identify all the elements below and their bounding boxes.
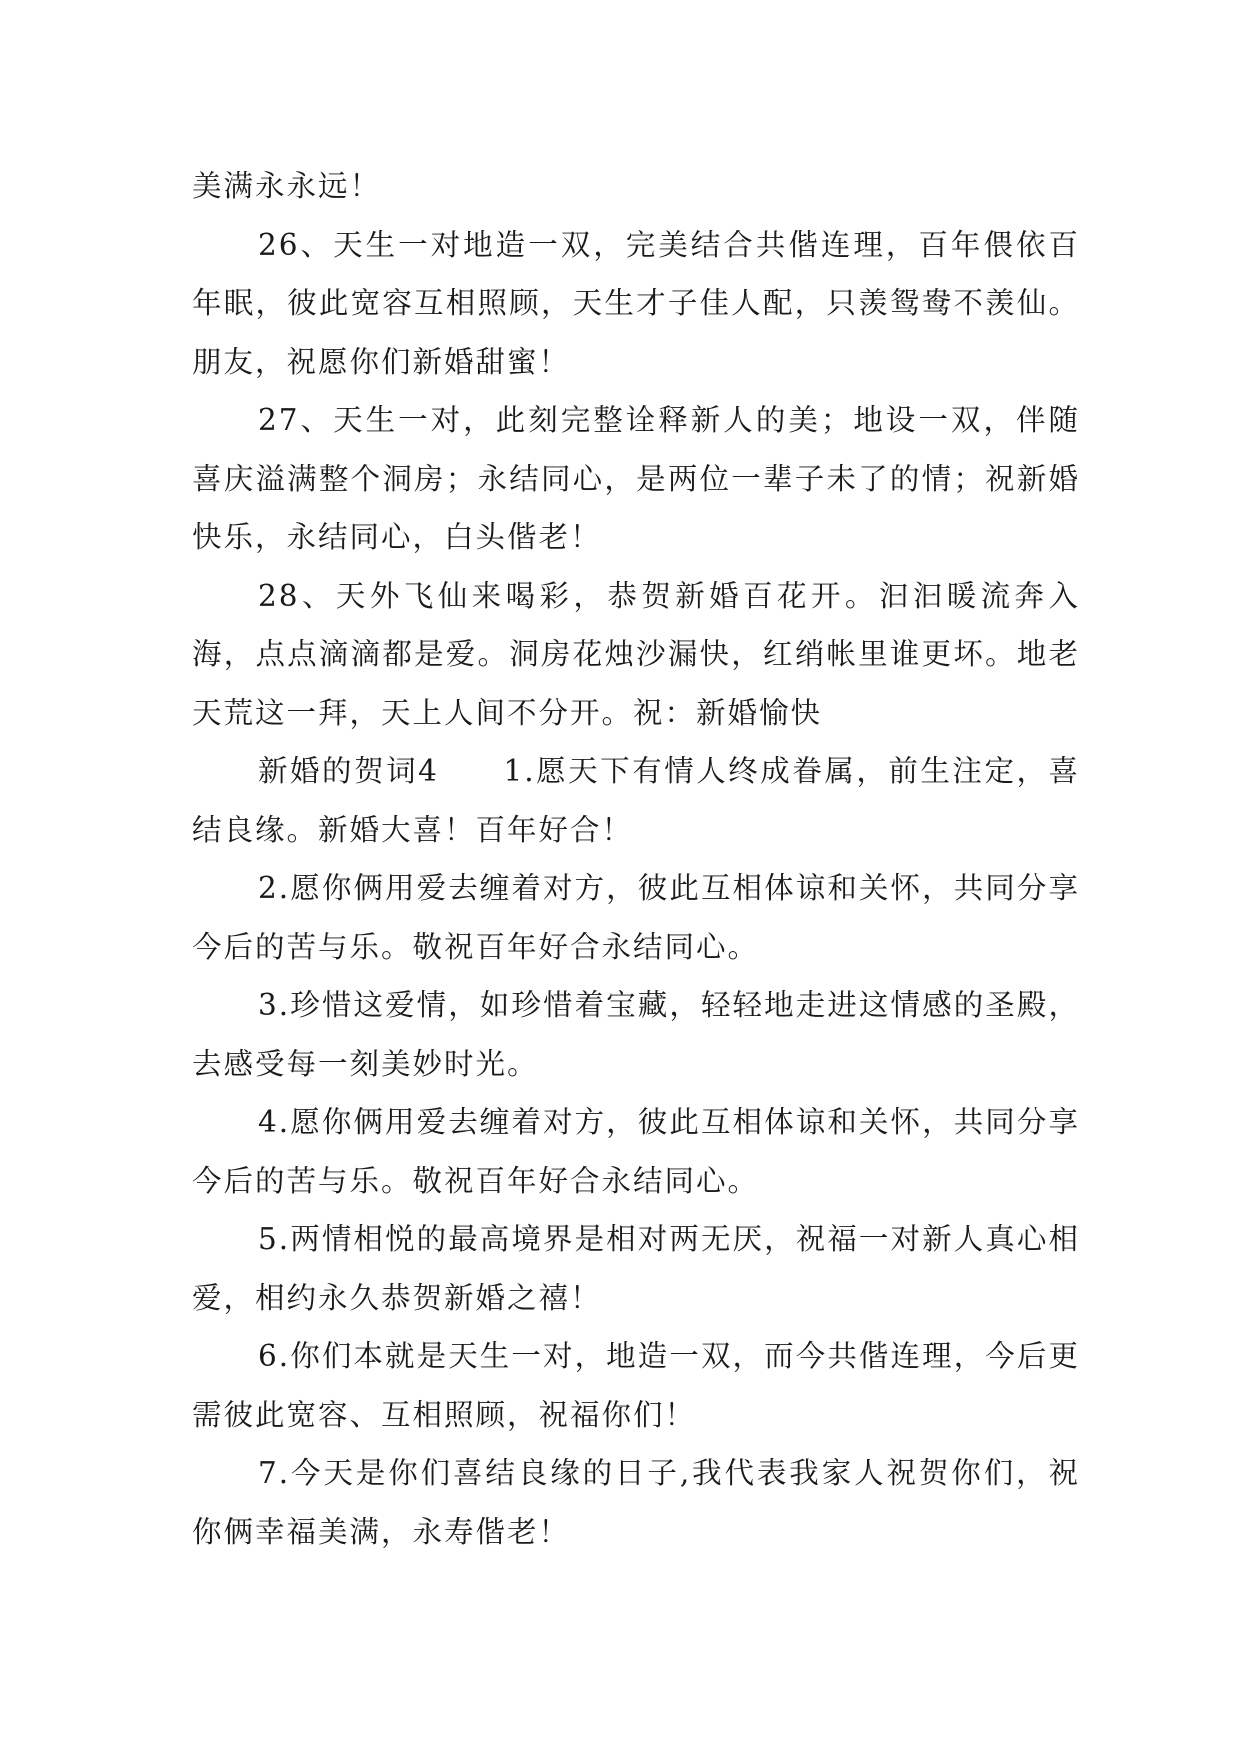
paragraph-27: 27、天生一对，此刻完整诠释新人的美；地设一双，伴随喜庆溢满整个洞房；永结同心，是两位一辈子未了的情；祝新婚快乐，永结同心，白头偕老！	[192, 403, 1080, 554]
paragraph-28: 28、天外飞仙来喝彩，恭贺新婚百花开。汩汩暖流奔入海，点点滴滴都是爱。洞房花烛沙漏快，红绡帐里谁更坏。地老天荒这一拜，天上人间不分开。祝：新婚愉快	[192, 578, 1080, 730]
paragraph-continuation: 美满永永远！	[192, 169, 382, 203]
list-item-3: 3.珍惜这爱情，如珍惜着宝藏，轻轻地走进这情感的圣殿，去感受每一刻美妙时光。	[192, 988, 1080, 1081]
list-item-7: 7.今天是你们喜结良缘的日子,我代表我家人祝贺你们，祝你俩幸福美满，永寿偕老！	[192, 1456, 1080, 1549]
list-item-5: 5.两情相悦的最高境界是相对两无厌，祝福一对新人真心相爱，相约永久恭贺新婚之禧！	[192, 1222, 1080, 1315]
paragraph-26: 26、天生一对地造一双，完美结合共偕连理，百年偎依百年眠，彼此宽容互相照顾，天生才子佳人配，只羡鸳鸯不羡仙。朋友，祝愿你们新婚甜蜜！	[192, 227, 1080, 379]
list-item-4: 4.愿你俩用爱去缠着对方，彼此互相体谅和关怀，共同分享今后的苦与乐。敬祝百年好合永结同心。	[192, 1105, 1080, 1198]
section-heading-4-with-item-1: 新婚的贺词4 1.愿天下有情人终成眷属，前生注定，喜结良缘。新婚大喜！百年好合！	[192, 754, 1080, 847]
list-item-2: 2.愿你俩用爱去缠着对方，彼此互相体谅和关怀，共同分享今后的苦与乐。敬祝百年好合永结同心。	[192, 871, 1080, 964]
document-body	[192, 157, 1080, 1561]
list-item-6: 6.你们本就是天生一对，地造一双，而今共偕连理，今后更需彼此宽容、互相照顾，祝福你们！	[192, 1339, 1080, 1432]
